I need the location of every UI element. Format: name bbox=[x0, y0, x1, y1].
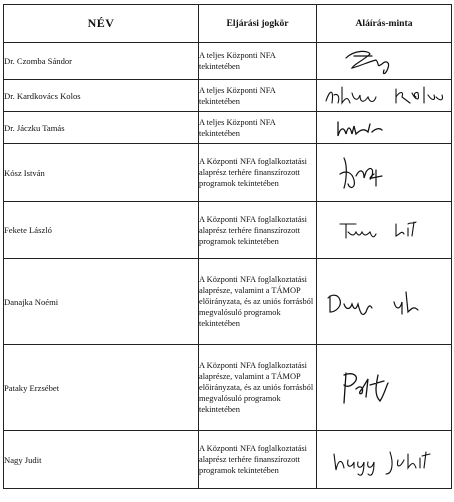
row-name: Pataky Erzsébet bbox=[4, 345, 199, 431]
row-scope: A Központi NFA foglalkoztatási alaprész terhére finanszírozott programok tekintetében bbox=[199, 431, 317, 489]
header-signature: Aláírás-minta bbox=[317, 5, 452, 43]
table-row bbox=[4, 202, 452, 259]
row-name: Danajka Noémi bbox=[4, 259, 199, 345]
row-name: Kósz István bbox=[4, 144, 199, 202]
table-row bbox=[4, 43, 452, 80]
row-name: Fekete László bbox=[4, 202, 199, 259]
signature-image bbox=[317, 43, 452, 80]
table-header-row bbox=[4, 5, 452, 43]
row-scope: A Központi NFA foglalkoztatási alaprész terhére finanszírozott programok tekintetében bbox=[199, 144, 317, 202]
row-name: Dr. Jáczku Tamás bbox=[4, 112, 199, 144]
header-scope: Eljárási jogkör bbox=[199, 5, 317, 43]
table-row bbox=[4, 345, 452, 431]
row-name: Dr. Kardkovács Kolos bbox=[4, 80, 199, 112]
row-scope: A teljes Központi NFA tekintetében bbox=[199, 43, 317, 80]
signature-image bbox=[317, 144, 452, 202]
signature-image bbox=[317, 345, 452, 431]
row-scope: A teljes Központi NFA tekintetében bbox=[199, 80, 317, 112]
signature-image bbox=[317, 202, 452, 259]
row-scope: A Központi NFA foglalkoztatási alaprésze, valamint a TÁMOP előirányzata, és az uniós forrásból megvalósuló programok tekintetében bbox=[199, 259, 317, 345]
signature-image bbox=[317, 431, 452, 489]
header-name: NÉV bbox=[4, 5, 199, 43]
table-row bbox=[4, 80, 452, 112]
table-row bbox=[4, 144, 452, 202]
table-row bbox=[4, 112, 452, 144]
table-row bbox=[4, 431, 452, 489]
row-scope: A Központi NFA foglalkoztatási alaprésze, valamint a TÁMOP előirányzata, és az uniós forrásból megvalósuló programok tekintetében bbox=[199, 345, 317, 431]
row-scope: A Központi NFA foglalkoztatási alaprész terhére finanszírozott programok tekintetében bbox=[199, 202, 317, 259]
signature-image bbox=[317, 80, 452, 112]
row-scope: A teljes Központi NFA tekintetében bbox=[199, 112, 317, 144]
signature-image bbox=[317, 112, 452, 144]
signature-image bbox=[317, 259, 452, 345]
signature-table bbox=[3, 4, 452, 489]
row-name: Nagy Judit bbox=[4, 431, 199, 489]
row-name: Dr. Czomba Sándor bbox=[4, 43, 199, 80]
table-row bbox=[4, 259, 452, 345]
